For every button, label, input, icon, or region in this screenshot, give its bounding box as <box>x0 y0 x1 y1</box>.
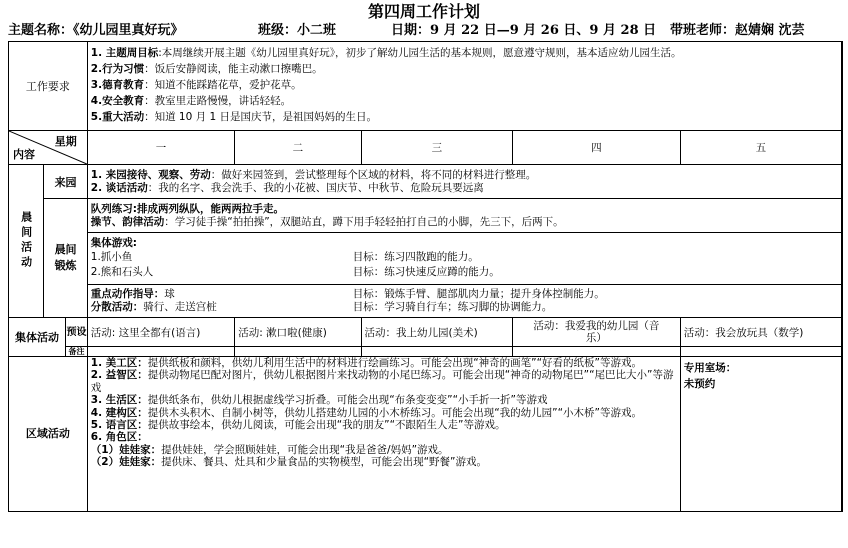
exercise-content <box>87 199 842 233</box>
weekday-corner <box>9 131 88 165</box>
work-item: 1. 主题周目标:本周继续开展主题《幼儿园里真好玩》，初步了解幼儿园生活的基本规则，愿意遵守规则，基本适应幼儿园生活。 <box>90 46 682 59</box>
note-label: 备注 <box>65 346 87 356</box>
exercise-label: 晨间锻炼 <box>44 199 87 318</box>
day-thu: 四 <box>513 131 681 165</box>
area-item: （2）娃娃家：提供床、餐具、灶具和少量食品的实物模型，可能会出现“野餐”游戏。 <box>90 456 487 469</box>
area-item: 4. 建构区：提供木头积木、自制小树等，供幼儿搭建幼儿园的小木桥练习。可能会出现“我的幼儿园”“小木桥”等游戏。 <box>90 406 642 419</box>
arrival-line: 2. 谈话活动：我的名字、我会洗手、我的小花被、国庆节、中秋节、危险玩具要远离 <box>90 181 484 194</box>
group-activity-mon: 活动: 这里全都有(语言) <box>87 318 234 347</box>
split-activity: 分散活动：骑行、走送宫桩 目标：学习骑自行车；练习脚的协调能力。 <box>90 301 553 313</box>
morning-label: 晨间活动 <box>9 165 44 318</box>
group-games <box>87 233 842 285</box>
corner-content: 内容 <box>13 148 35 161</box>
group-games-title: 集体游戏: <box>90 237 137 249</box>
arrival-content <box>87 165 842 199</box>
group-activity-thu: 活动：我爱我的幼儿园（音乐） <box>513 318 681 347</box>
area-label: 区域活动 <box>9 357 88 512</box>
note-fri <box>680 347 842 357</box>
teachers: 带班老师：赵婧娴 沈芸 <box>670 23 805 38</box>
group-activity-wed: 活动：我上幼儿园(美术) <box>361 318 513 347</box>
special-room-value: 未预约 <box>683 378 716 390</box>
area-item: （1）娃娃家：提供娃娃，学会照顾娃娃，可能会出现“我是爸爸/妈妈”游戏。 <box>90 443 449 456</box>
area-item: 1. 美工区：提供纸板和颜料，供幼儿利用生活中的材料进行绘画练习。可能会出现“神奇的画笔”“好看的纸板”等游戏。 <box>90 357 642 369</box>
focus-guide: 重点动作指导：球 目标：锻炼手臂、腿部肌肉力量；提升身体控制能力。 <box>90 288 605 300</box>
work-item: 2.行为习惯：饭后安静阅读，能主动漱口擦嘴巴。 <box>90 63 323 76</box>
date-range: 日期：9 月 22 日—9 月 26 日、9 月 28 日 <box>391 23 657 38</box>
special-room <box>680 357 842 512</box>
note-wed <box>361 347 513 357</box>
focus-row <box>9 285 843 318</box>
group-activity-fri: 活动：我会放玩具（数学) <box>680 318 842 347</box>
plan-table <box>8 41 843 512</box>
group-activity-tue: 活动: 漱口啦(健康) <box>235 318 361 347</box>
special-room-label: 专用室场： <box>683 362 737 374</box>
work-label: 工作要求 <box>9 42 88 131</box>
area-content <box>87 357 680 512</box>
exercise-row <box>9 199 843 233</box>
day-tue: 二 <box>235 131 361 165</box>
work-item: 5.重大活动：知道 10 月 1 日是国庆节，是祖国妈妈的生日。 <box>90 111 377 124</box>
area-row <box>9 357 843 512</box>
note-thu <box>513 347 681 357</box>
day-fri: 五 <box>680 131 842 165</box>
area-item: 5. 语言区：提供故事绘本，供幼儿阅读，可能会出现“我的朋友”“不跟陌生人走”等游戏。 <box>90 419 506 432</box>
class-name: 班级：小二班 <box>258 23 337 38</box>
arrival-row <box>9 165 843 199</box>
work-row <box>9 42 843 131</box>
game-item: 2.熊和石头人 目标：练习快速反应蹲的能力。 <box>90 266 500 278</box>
weekday-row <box>9 131 843 165</box>
rhythm-activity: 操节、韵律活动：学习徒手操“拍拍操”，双腿站直，蹲下用手轻轻拍打自己的小脚，先三下，后两下。 <box>90 215 564 228</box>
note-tue <box>235 347 361 357</box>
group-activity-row <box>9 318 843 347</box>
theme-name: 主题名称：《幼儿园里真好玩》 <box>8 23 184 38</box>
group-activity-label <box>9 318 88 357</box>
day-mon: 一 <box>87 131 234 165</box>
arrival-label: 来园 <box>44 165 87 199</box>
group-label-text: 集体活动 <box>15 330 59 344</box>
preset-label: 预设 <box>65 318 87 347</box>
area-item: 2. 益智区：提供动物尾巴配对图片，供幼儿根据图片来找动物的小尾巴练习。可能会出现“神奇的动物尾巴”“尾巴比大小”等游戏 <box>90 369 674 394</box>
area-item: 3. 生活区：提供纸条布，供幼儿根据虚线学习折叠。可能会出现“布条变变变”“小手折一折”等游戏 <box>90 394 548 407</box>
arrival-line: 1. 来园接待、观察、劳动：做好来园签到，尝试整理每个区域的材料，将不同的材料进行整理。 <box>90 168 537 181</box>
focus-content <box>87 285 842 318</box>
plan-header <box>8 22 844 40</box>
group-note-row <box>9 347 843 357</box>
work-content <box>87 42 842 131</box>
work-item: 4.安全教育：教室里走路慢慢，讲话轻轻。 <box>90 95 292 108</box>
corner-weekday: 星期 <box>54 135 77 148</box>
work-item: 3.德育教育：知道不能踩踏花草，爱护花草。 <box>90 79 302 92</box>
note-mon <box>87 347 234 357</box>
group-games-row <box>9 233 843 285</box>
game-item: 1.抓小鱼 目标：练习四散跑的能力。 <box>90 251 479 263</box>
page-title: 第四周工作计划 <box>367 2 480 21</box>
day-wed: 三 <box>361 131 513 165</box>
area-item: 6. 角色区： <box>90 431 148 444</box>
queue-practice: 队列练习:排成两列纵队，能两两拉手走。 <box>90 202 284 215</box>
